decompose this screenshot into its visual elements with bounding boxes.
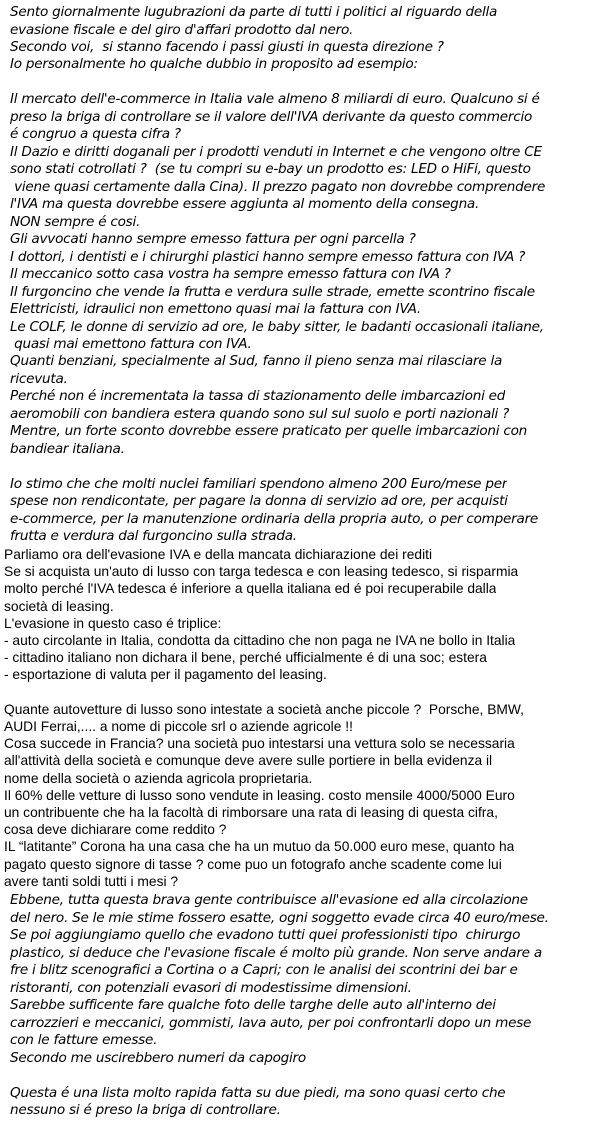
section2-line: molto perché l'IVA tedesca é inferiore a quella italiana ed é poi recuperabile dalla <box>4 581 497 597</box>
section1-line: é congruo a questa cifra ? <box>10 126 181 143</box>
section2-line: pagato questo signore di tasse ? come puo un fotografo anche scadente come lui <box>4 856 502 872</box>
section3-line: Questa é una lista molto rapida fatta su due piedi, ma sono quasi certo che <box>10 1084 506 1101</box>
section3-line: carrozzieri e meccanici, gommisti, lava auto, per poi confrontarli dopo un mese <box>10 1014 532 1031</box>
section3-line: del nero. Se le mie stime fossero esatte, ogni soggetto evade circa 40 euro/mese. <box>10 909 549 926</box>
section1-line: Sento giornalmente lugubrazioni da parte di tutti i politici al riguardo della <box>10 4 498 20</box>
section2-line: - esportazione di valuta per il pagamento del leasing. <box>4 667 327 683</box>
section1-line: Il mercato dell'e-commerce in Italia vale almeno 8 miliardi di euro. Qualcuno si é <box>10 91 540 108</box>
section1-line: ricevuta. <box>10 370 68 387</box>
section3-line: Ebbene, tutta questa brava gente contribuisce all'evasione ed alla circolazione <box>10 892 528 908</box>
section1-line: quasi mai emettono fattura con IVA. <box>10 335 252 352</box>
section2-line: un contribuente che ha la facoltà di rimborsare una rata di leasing di questa cifra, <box>4 805 498 820</box>
section1-line: sono stati cotrollati ? (se tu compri su e-bay un prodotto es: LED o HiFi, questo <box>10 161 531 178</box>
section2-line: Cosa succede in Francia? una società puo intestarsi una vettura solo se necessaria <box>4 736 515 752</box>
section3-line: Secondo me uscirebbero numeri da capogiro <box>10 1049 306 1066</box>
section1-line: viene quasi certamente dalla Cina). Il prezzo pagato non dovrebbe comprendere <box>10 178 546 195</box>
section3-line: nessuno si é preso la briga di controllare. <box>10 1102 281 1118</box>
section1-line: Perché non é incrementata la tassa di stazionamento delle imbarcazioni ed <box>10 388 506 405</box>
section2-line: Parliamo ora dell'evasione IVA e della mancata dichiarazione dei rediti <box>4 547 433 562</box>
section1-line: Secondo voi, si stanno facendo i passi giusti in questa direzione ? <box>10 38 444 55</box>
section1-line: frutta e verdura dal furgoncino sulla strada. <box>10 528 297 545</box>
section2-line: IL “latitante” Corona ha una casa che ha un mutuo da 50.000 euro mese, quanto ha <box>4 839 515 855</box>
section1-line: Mentre, un forte sconto dovrebbe essere praticato per quelle imbarcazioni con <box>10 423 528 440</box>
section2-line: all'attività della società e comunque deve avere sulle portiere in bella evidenza il <box>4 753 493 769</box>
section3-line: fre i blitz scenografici a Cortina o a Capri; con le analisi dei scontrini dei bar e <box>10 962 518 978</box>
section2-line: - auto circolante in Italia, condotta da cittadino che non paga ne IVA ne bollo in Italia <box>4 633 516 648</box>
section3-line: Sarebbe sufficente fare qualche foto delle targhe delle auto all'interno dei <box>10 997 496 1013</box>
section2-line: nome della società o azienda agricola proprietaria. <box>4 770 313 786</box>
section2-line: cosa deve dichiarare come reddito ? <box>4 822 227 838</box>
section2-line: L'evasione in questo caso é triplice: <box>4 615 222 631</box>
section1-line: Io personalmente ho qualche dubbio in proposito ad esempio: <box>10 56 418 73</box>
section2-line: AUDI Ferrai,.... a nome di piccole srl o aziende agricole !! <box>4 719 353 734</box>
section1-line: l'IVA ma questa dovrebbe essere aggiunta al momento della consegna. <box>10 196 480 213</box>
section1-line: Gli avvocati hanno sempre emesso fattura per ogni parcella ? <box>10 231 416 248</box>
section2-line: avere tanti soldi tutti i mesi ? <box>4 873 179 889</box>
section1-line: aeromobili con bandiera estera quando sono sul sul suolo e porti nazionali ? <box>10 405 510 422</box>
section2-line: Il 60% delle vetture di lusso sono vendute in leasing. costo mensile 4000/5000 Euro <box>4 787 515 803</box>
section1-line: NON sempre é cosi. <box>10 213 141 230</box>
section3-line: ristoranti, con potenziali evasori di modestissime dimensioni. <box>10 979 412 996</box>
section1-line: preso la briga di controllare se il valore dell'IVA derivante da questo commercio <box>10 108 533 125</box>
section1-line: spese non rendicontate, per pagare la donna di servizio ad ore, per acquisti <box>10 493 508 510</box>
section1-line: Io stimo che che molti nuclei familiari spendono almeno 200 Euro/mese per <box>10 475 508 492</box>
section3-line: plastico, si deduce che l'evasione fiscale é molto più grande. Non serve andare a <box>10 944 542 961</box>
section2-line: Quante autovetture di lusso sono intestate a società anche piccole ? Porsche, BMW, <box>4 701 524 717</box>
section2-line: - cittadino italiano non dichara il bene, perché ufficialmente é di una soc; estera <box>4 650 487 666</box>
section1-line: e-commerce, per la manutenzione ordinaria della propria auto, o per comperare <box>10 510 539 527</box>
section2-line: Se si acquista un'auto di lusso con targa tedesca e con leasing tedesco, si risparmia <box>4 564 519 580</box>
section1-line: Il furgoncino che vende la frutta e verdura sulle strade, emette scontrino fiscale <box>10 283 535 300</box>
section1-line: Quanti benziani, specialmente al Sud, fanno il pieno senza mai rilasciare la <box>10 353 503 370</box>
section1-line: Il meccanico sotto casa vostra ha sempre emesso fattura con IVA ? <box>10 266 451 282</box>
section1-line: Elettricisti, idraulici non emettono quasi mai la fattura con IVA. <box>10 301 421 317</box>
section3-line: Se poi aggiungiamo quello che evadono tutti quei professionisti tipo chirurgo <box>10 927 521 943</box>
section3-line: con le fatture emesse. <box>10 1032 158 1048</box>
section1-line: I dottori, i dentisti e i chirurghi plastici hanno sempre emesso fattura con IVA ? <box>10 248 526 265</box>
section1-line: bandiear italiana. <box>10 440 125 457</box>
section1-line: Le COLF, le donne di servizio ad ore, le baby sitter, le badanti occasionali italiane, <box>10 318 544 335</box>
section2-line: società di leasing. <box>4 598 114 614</box>
section1-line: Il Dazio e diritti doganali per i prodotti venduti in Internet e che vengono oltre CE <box>10 143 542 160</box>
section1-line: evasione fiscale e del giro d'affari prodotto dal nero. <box>10 21 354 38</box>
